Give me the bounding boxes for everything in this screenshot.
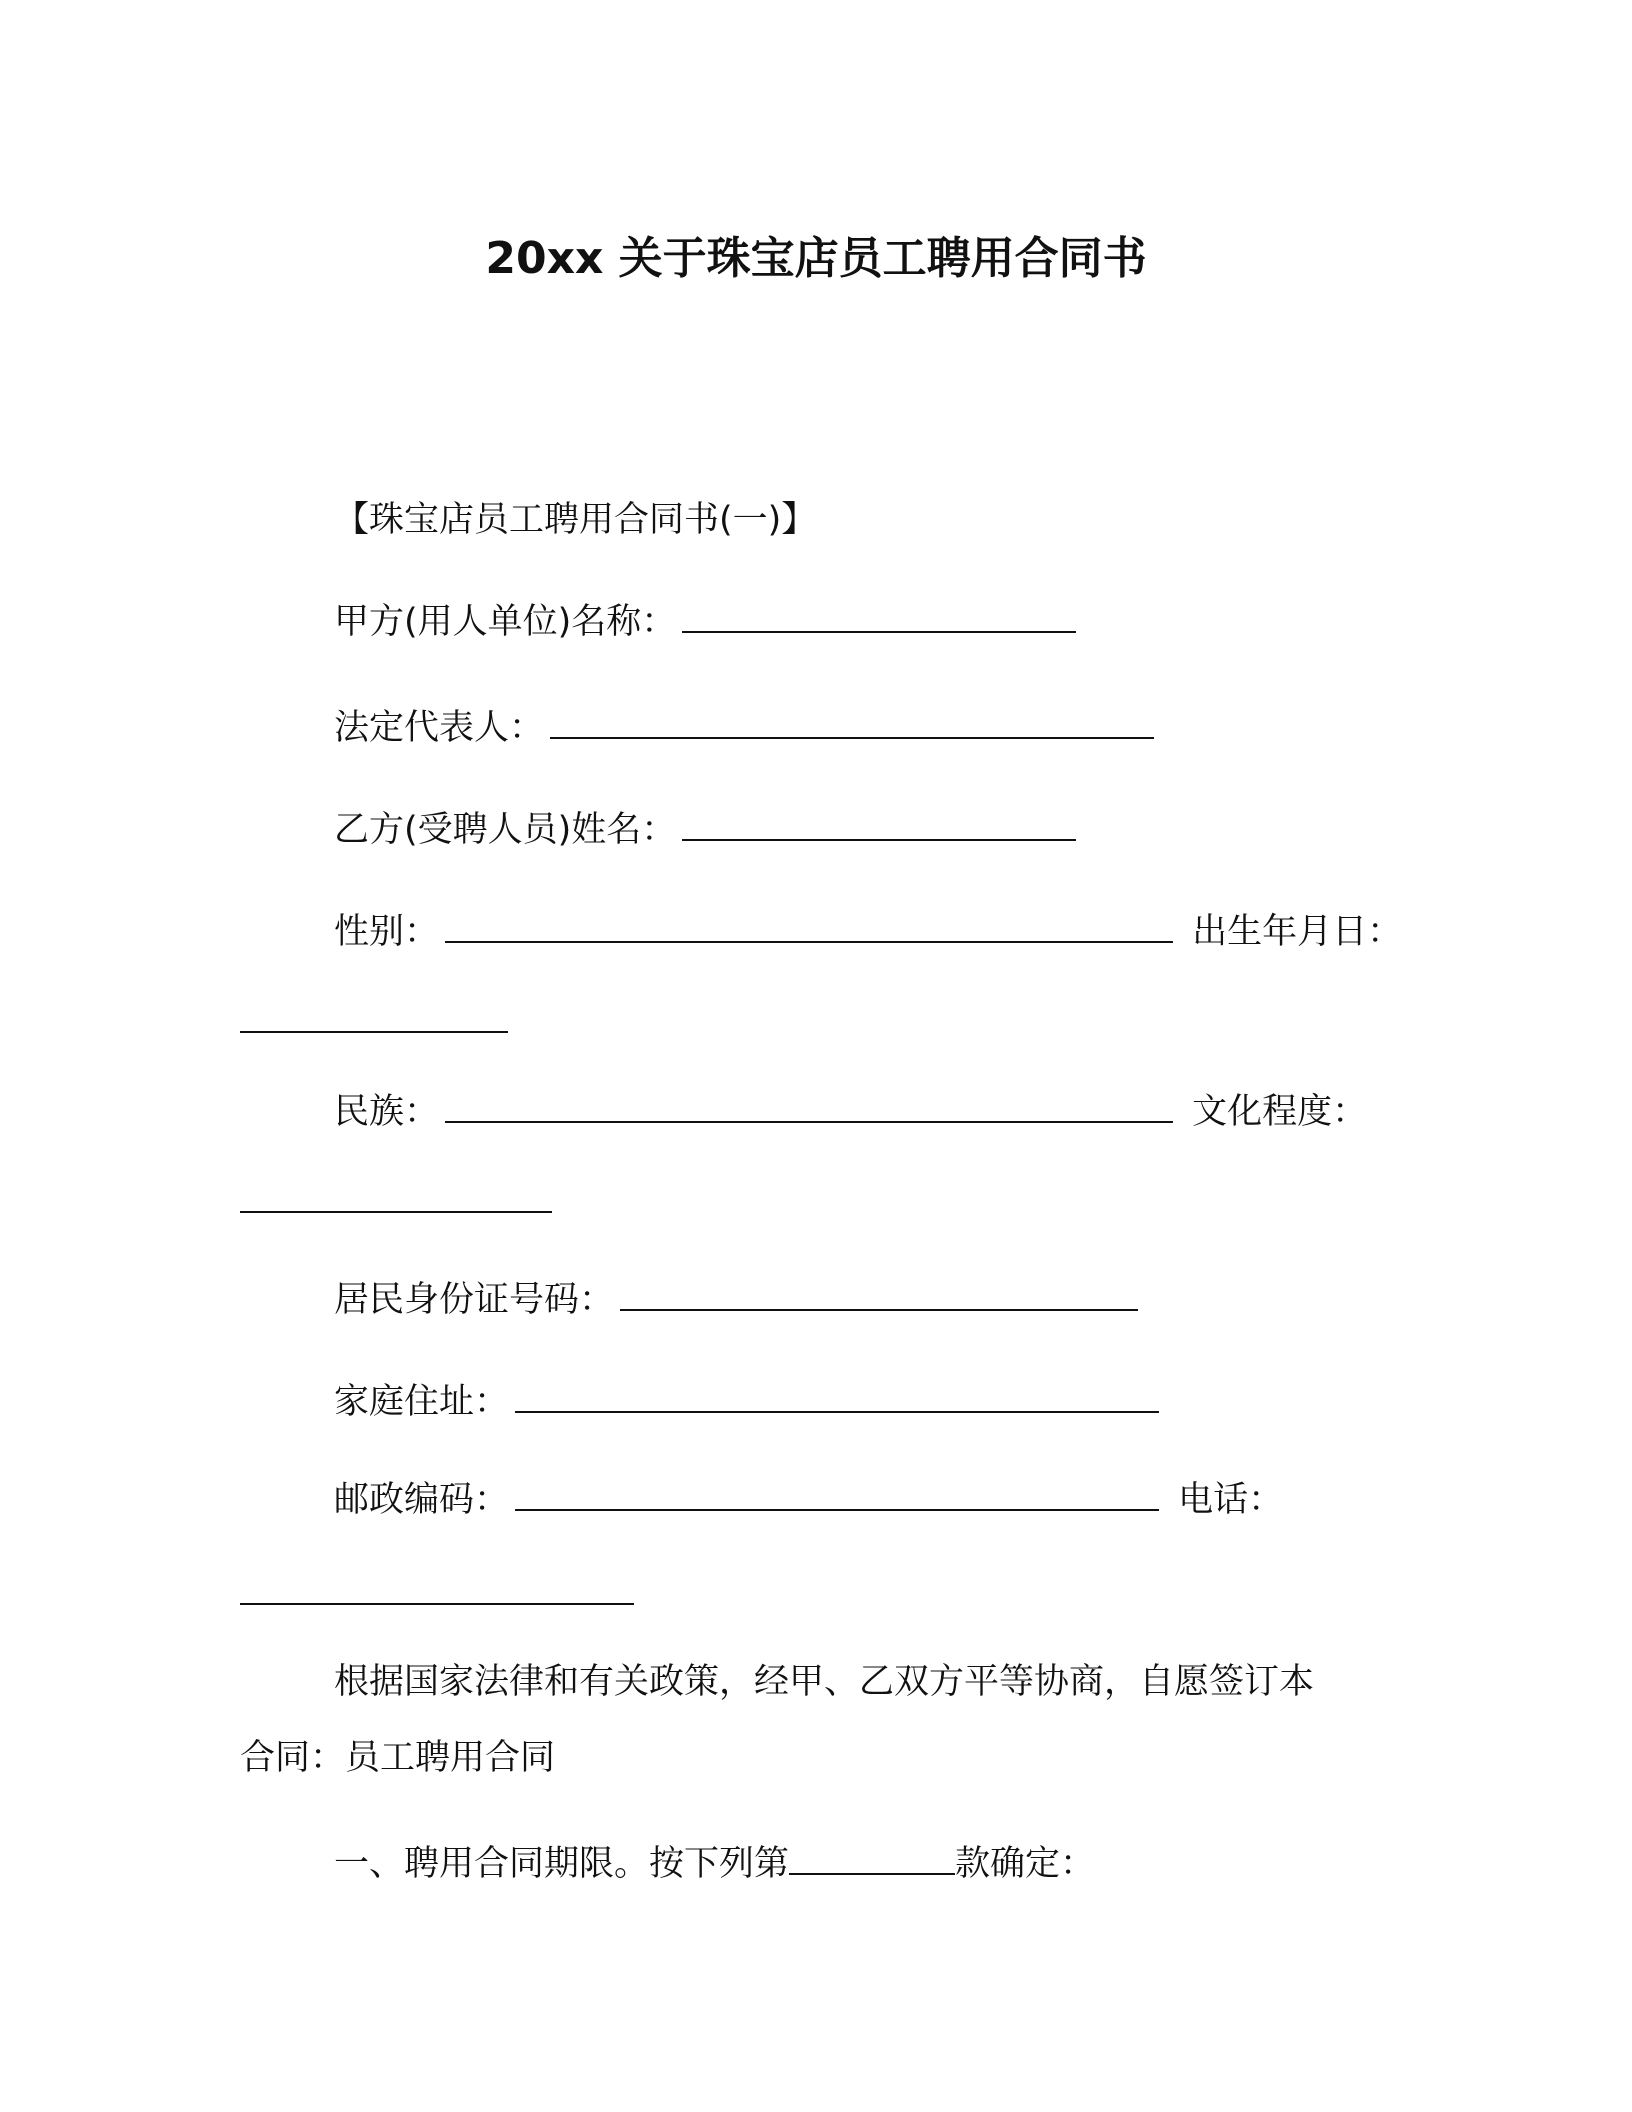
birth-date-blank <box>240 1001 508 1033</box>
phone-row <box>240 1572 634 1616</box>
home-address-label: 家庭住址： <box>334 1382 510 1422</box>
birth-date-row <box>240 1000 508 1044</box>
ethnicity-row <box>334 1090 1367 1134</box>
legal-rep-row <box>334 706 1154 750</box>
id-number-blank <box>620 1279 1138 1311</box>
party-b-name-row <box>334 808 1076 852</box>
ethnicity-blank <box>445 1091 1173 1123</box>
home-address-row <box>334 1380 1159 1424</box>
gender-blank <box>445 911 1173 943</box>
home-address-blank <box>515 1381 1159 1413</box>
ethnicity-label: 民族： <box>334 1092 440 1132</box>
postal-code-label: 邮政编码： <box>334 1480 510 1520</box>
paragraph-1-line-1: 根据国家法律和有关政策，经甲、乙双方平等协商，自愿签订本 <box>334 1662 1315 1702</box>
document-title: 20xx 关于珠宝店员工聘用合同书 <box>485 233 1147 284</box>
party-b-name-blank <box>682 809 1076 841</box>
education-blank <box>240 1181 552 1213</box>
party-a-name-row <box>334 600 1076 644</box>
clause-1-row <box>334 1842 1095 1886</box>
clause-1-blank <box>789 1843 955 1875</box>
id-number-label: 居民身份证号码： <box>334 1280 615 1320</box>
postal-code-blank <box>515 1479 1159 1511</box>
party-b-name-label: 乙方(受聘人员)姓名： <box>334 810 677 850</box>
phone-blank <box>240 1573 634 1605</box>
education-row <box>240 1180 552 1224</box>
postal-code-row <box>334 1478 1283 1522</box>
education-label: 文化程度： <box>1192 1092 1368 1132</box>
paragraph-1-line-2: 合同：员工聘用合同 <box>240 1738 556 1778</box>
clause-1-suffix: 款确定： <box>955 1844 1096 1884</box>
birth-date-label: 出生年月日： <box>1192 912 1403 952</box>
clause-1-prefix: 一、聘用合同期限。按下列第 <box>334 1844 790 1884</box>
section-heading: 【珠宝店员工聘用合同书(一)】 <box>334 500 817 540</box>
party-a-name-label: 甲方(用人单位)名称： <box>334 602 677 642</box>
phone-label: 电话： <box>1178 1480 1284 1520</box>
legal-rep-blank <box>550 707 1154 739</box>
gender-row <box>334 910 1402 954</box>
gender-label: 性别： <box>334 912 440 952</box>
legal-rep-label: 法定代表人： <box>334 708 545 748</box>
id-number-row <box>334 1278 1138 1322</box>
party-a-name-blank <box>682 601 1076 633</box>
